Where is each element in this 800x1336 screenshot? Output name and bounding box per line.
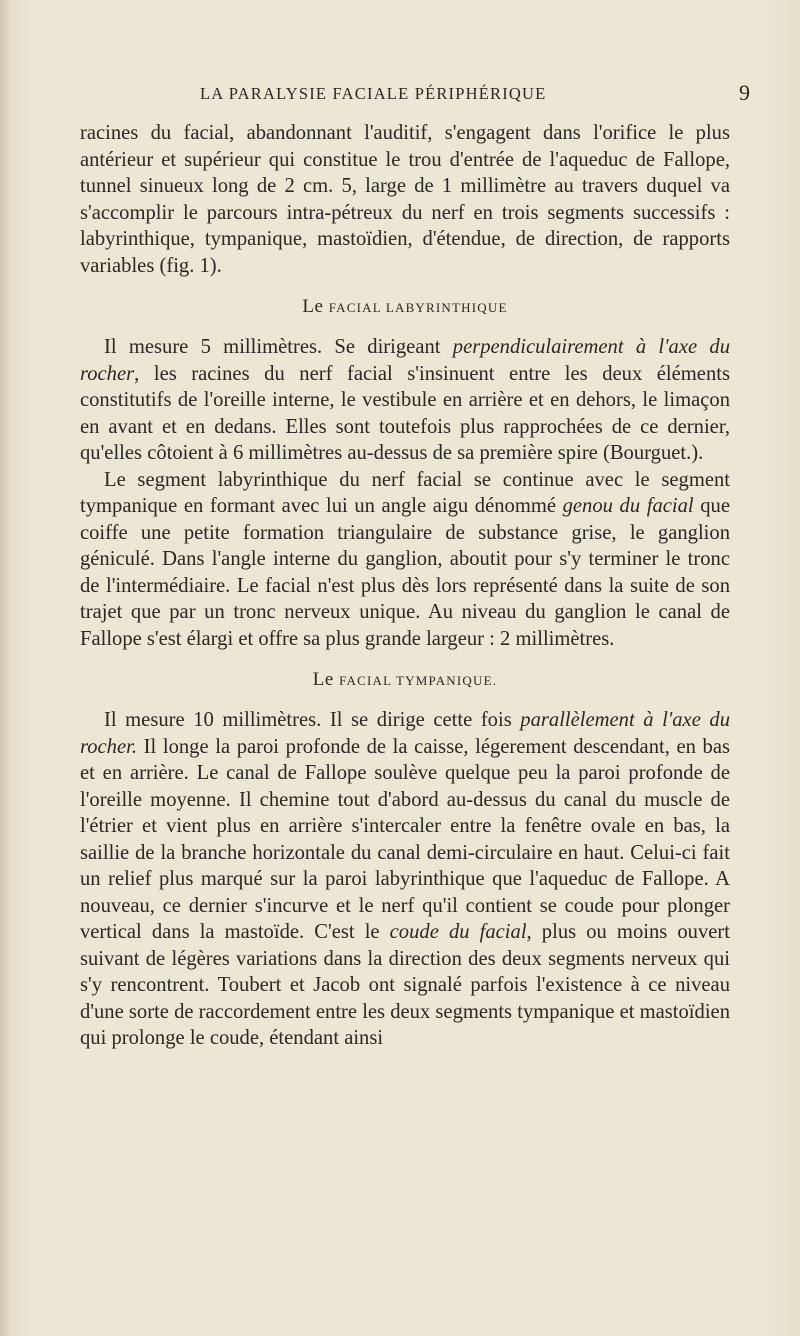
italic-run: perpendiculairement à l'axe du rocher	[80, 336, 730, 385]
italic-run: genou du facial	[562, 495, 694, 517]
text-run: , les racines du nerf facial s'insinuent entre les deux éléments constitutifs de l'oreille interne, le vestibule en arrière et en dehors, le limaçon en avant et en dedans. Elles sont toutefois plus rapprochées de ce dernier, qu'elles côtoient à 6 millimètres au-dessus de sa première spire (Bourguet.).	[80, 362, 730, 464]
text-run: , plus ou moins ouvert suivant de légères variations dans la direction des deux segments nerveux qui s'y rencontrent. Toubert et Jacob ont signalé parfois l'existence à ce niveau d'une sorte de raccordement entre les deux segments tympanique et mastoïdien qui prolonge le coude, étendant ainsi	[80, 921, 730, 1049]
heading-title: FACIAL TYMPANIQUE.	[339, 673, 498, 688]
paragraph-mesure-5	[80, 334, 730, 467]
text-run: que coiffe une petite formation triangulaire de substance grise, le ganglion géniculé. Dans l'angle interne du ganglion, aboutit pour s'y terminer le tronc de l'intermédiaire. Le facial n'est plus dès lors représenté dans la suite de son trajet que par un tronc nerveux unique. Au niveau du ganglion le canal de Fallope s'est élargi et offre sa plus grande largeur : 2 millimètres.	[80, 495, 730, 650]
running-title: LA PARALYSIE FACIALE PÉRIPHÉRIQUE	[200, 84, 547, 103]
text-run: Il mesure 5 millimètres. Se dirigeant	[104, 336, 453, 358]
paragraph-segment-labyrinthique	[80, 467, 730, 653]
page-number: 9	[739, 80, 750, 105]
page-header	[80, 80, 750, 108]
italic-run: coude du facial	[389, 921, 527, 943]
text-run: Il mesure 10 millimètres. Il se dirige cette fois	[104, 709, 521, 731]
text-run: Il longe la paroi profonde de la caisse, légerement descendant, en bas et en arrière. Le canal de Fallope soulève quelque peu la paroi profonde de l'oreille moyenne. Il chemine tout d'abord au-dessus du canal du muscle de l'étrier et vient plus en arrière s'intercaler entre la fenêtre ovale en bas, la saillie de la branche horizontale du canal demi-circulaire en haut. Celui-ci fait un relief plus marqué sur la paroi labyrinthique que l'aqueduc de Fallope. A nouveau, ce dernier s'incurve et le nerf qu'il contient se coude pour plonger vertical dans la mastoïde. C'est le	[80, 735, 730, 943]
section-heading-labyrinthique	[80, 295, 730, 320]
section-heading-tympanique	[80, 668, 730, 693]
paragraph-mesure-10	[80, 707, 730, 1052]
paragraph-racines: racines du facial, abandonnant l'auditif, s'engagent dans l'orifice le plus antérieur et supérieur qui constitue le trou d'entrée de l'aqueduc de Fallope, tunnel sinueux long de 2 cm. 5, large de 1 millimètre au travers duquel va s'accomplir le parcours intra-pétreux du nerf en trois segments successifs : labyrinthique, tympanique, mastoïdien, d'étendue, de direction, de rapports variables (fig. 1).	[80, 122, 730, 277]
heading-article: Le	[302, 296, 324, 317]
body-text	[80, 120, 730, 1052]
text-run: Le segment labyrinthique du nerf facial se continue avec le segment tympanique en formant avec lui un angle aigu dénommé	[80, 468, 730, 517]
italic-run: parallèlement à l'axe du rocher.	[80, 709, 730, 758]
heading-title: FACIAL LABYRINTHIQUE	[328, 300, 508, 315]
heading-article: Le	[312, 669, 334, 690]
